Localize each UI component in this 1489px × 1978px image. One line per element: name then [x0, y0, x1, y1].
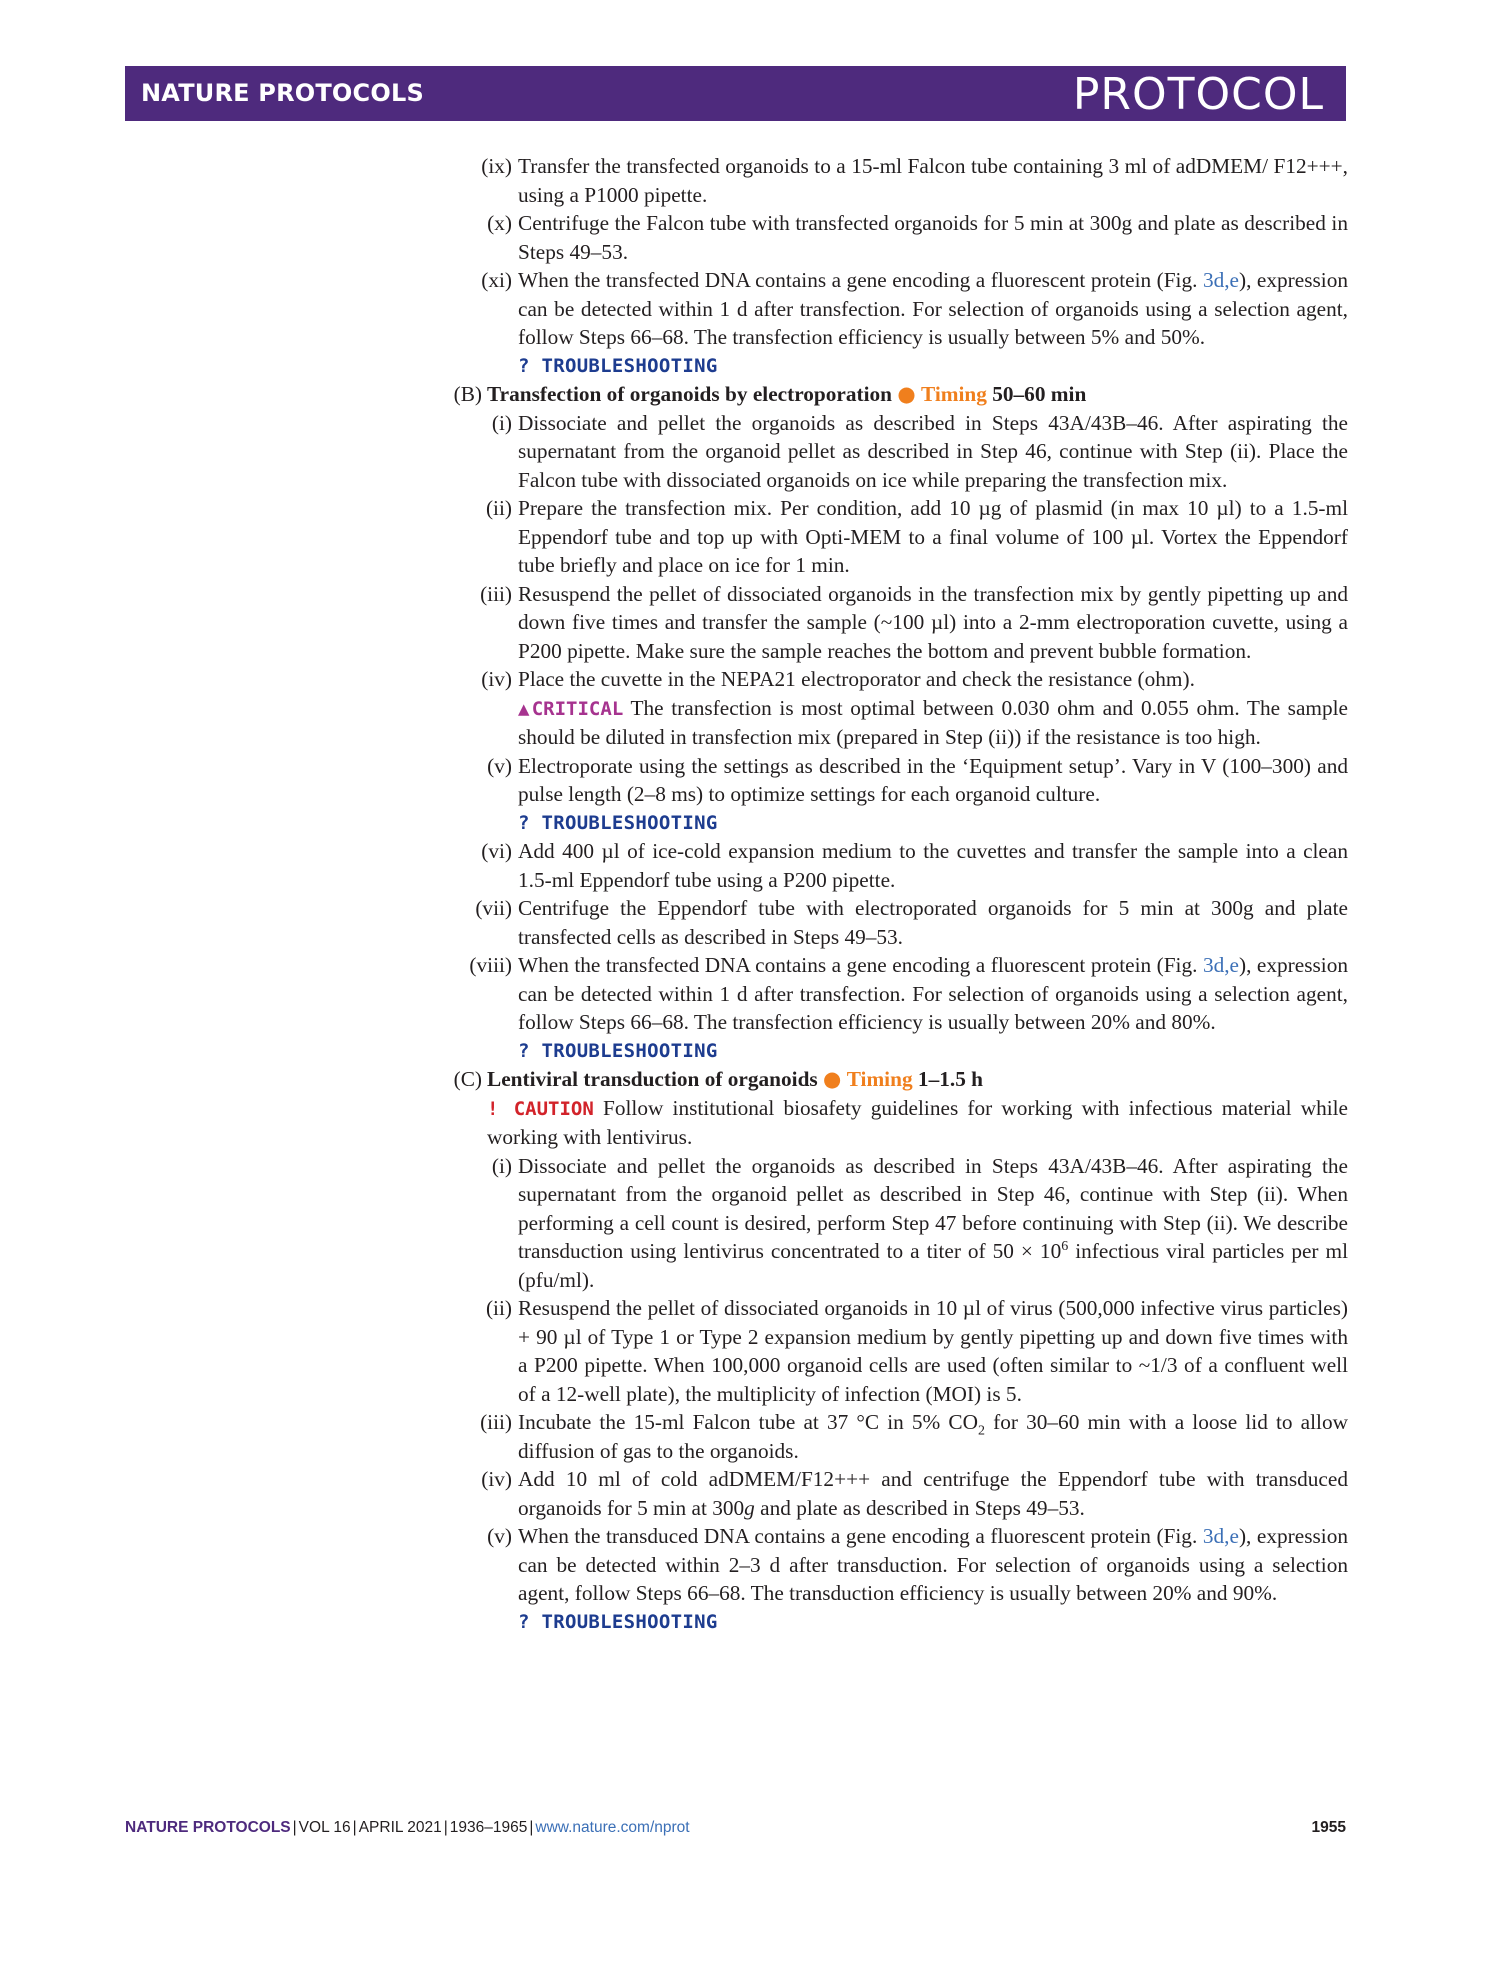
- figure-link[interactable]: 3d,e: [1202, 1524, 1239, 1548]
- caution-note: [430, 1094, 1348, 1152]
- step-number: (x): [487, 211, 512, 235]
- section-number: (B): [453, 382, 482, 406]
- superscript: 6: [1061, 1238, 1069, 1254]
- step-text-pre: Incubate the 15-ml Falcon tube at 37 °C in 5% CO: [518, 1410, 979, 1434]
- section-number: (C): [453, 1067, 482, 1091]
- step-number: (vii): [475, 896, 512, 920]
- step-number: (ii): [485, 496, 512, 520]
- caution-label: ! CAUTION: [487, 1097, 594, 1120]
- step-number: (iii): [480, 581, 512, 606]
- step-b-i: [430, 409, 1348, 495]
- footer-separator: |: [443, 1819, 448, 1836]
- footer-volume: VOL 16: [298, 1819, 351, 1836]
- step-b-iii: [430, 580, 1348, 666]
- timing-dot-icon: ●: [823, 1067, 842, 1091]
- journal-header-bar: [125, 66, 1346, 121]
- step-text: Place the cuvette in the NEPA21 electroporator and check the resistance (ohm).: [518, 667, 1195, 691]
- footer-separator: |: [529, 1819, 534, 1836]
- step-text: Centrifuge the Eppendorf tube with electroporated organoids for 5 min at 300g and plate transfected cells as described in Steps 49–53.: [518, 896, 1348, 949]
- step-text-post: ), expression can be detected within 2–3 d after transduction. For selection of organoids using a selection agent, follow Steps 66–68. The transduction efficiency is usually between 20% and 90%.: [518, 1524, 1349, 1605]
- italic-unit: g: [744, 1495, 755, 1520]
- figure-link[interactable]: 3d,e: [1202, 268, 1240, 292]
- step-b-vii: [430, 894, 1348, 951]
- step-b-viii: [430, 951, 1348, 1037]
- section-title: Lentiviral transduction of organoids: [487, 1067, 818, 1091]
- critical-note: [430, 694, 1348, 752]
- caution-text: Follow institutional biosafety guidelines for working with infectious material while working with lentivirus.: [487, 1095, 1349, 1149]
- footer-journal: NATURE PROTOCOLS: [125, 1819, 291, 1836]
- step-number: (i): [491, 1153, 512, 1178]
- step-text: Add 400 µl of ice-cold expansion medium to the cuvettes and transfer the sample into a clean 1.5-ml Eppendorf tube using a P200 pipette.: [518, 839, 1348, 892]
- troubleshooting-marker: ? TROUBLESHOOTING: [518, 811, 718, 834]
- article-type: PROTOCOL: [1072, 69, 1324, 120]
- step-c-v: [430, 1522, 1348, 1608]
- footer-separator: |: [352, 1819, 357, 1836]
- section-b-heading: [430, 380, 1348, 409]
- step-number: (ix): [481, 154, 512, 178]
- step-number: (viii): [469, 953, 512, 977]
- subscript: 2: [978, 1423, 986, 1439]
- timing-dot-icon: ●: [897, 382, 916, 406]
- critical-text: The transfection is most optimal between 0.030 ohm and 0.055 ohm. The sample should be diluted in transfection mix (prepared in Step (ii)) if the resistance is too high.: [518, 695, 1348, 749]
- troubleshooting-marker: ? TROUBLESHOOTING: [518, 354, 718, 377]
- step-number: (v): [487, 1524, 512, 1548]
- step-text: Dissociate and pellet the organoids as described in Steps 43A/43B–46. After aspirating the supernatant from the organoid pellet as described in Step 46, continue with Step (ii). Place the Falcon tube with dissociated organoids on ice while preparing the transfection mix.: [518, 410, 1348, 492]
- step-text-post: infectious viral particles per ml (pfu/ml).: [518, 1239, 1348, 1292]
- step-text-post: ), expression can be detected within 1 d after transfection. For selection of organoids using a selection agent, follow Steps 66–68. The transfection efficiency is usually between 5% and 50%.: [518, 268, 1348, 349]
- step-text-post: and plate as described in Steps 49–53.: [754, 1495, 1085, 1520]
- step-text: Resuspend the pellet of dissociated organoids in 10 µl of virus (500,000 infective virus particles) + 90 µl of Type 1 or Type 2 expansion medium by gently pipetting up and down five times with a P200 pipette. When 100,000 organoid cells are used (often similar to ~1/3 of a confluent well of a 12-well plate), the multiplicity of infection (MOI) is 5.: [518, 1296, 1348, 1406]
- step-a-ix: [430, 152, 1348, 209]
- step-c-ii: [430, 1294, 1348, 1408]
- step-number: (vi): [481, 839, 512, 863]
- footer-separator: |: [292, 1819, 297, 1836]
- journal-name: NATURE PROTOCOLS: [141, 79, 424, 107]
- step-number: (iv): [481, 667, 512, 691]
- step-number: (iii): [480, 1410, 512, 1434]
- step-text: Transfer the transfected organoids to a 15-ml Falcon tube containing 3 ml of adDMEM/ F12+++, using a P1000 pipette.: [518, 154, 1348, 207]
- step-b-ii: [430, 494, 1348, 580]
- step-text-pre: Add 10 ml of cold adDMEM/F12+++ and centrifuge the Eppendorf tube with transduced organoids for 5 min at 300: [518, 1467, 1348, 1520]
- step-text-post: ), expression can be detected within 1 d after transfection. For selection of organoids using a selection agent, follow Steps 66–68. The transfection efficiency is usually between 20% and 80%.: [518, 953, 1348, 1034]
- page-footer: [125, 1819, 1346, 1837]
- step-text-post: for 30–60 min with a loose lid to allow diffusion of gas to the organoids.: [518, 1410, 1348, 1463]
- step-a-xi: [430, 266, 1348, 352]
- step-a-x: [430, 209, 1348, 266]
- step-c-i: [430, 1152, 1348, 1295]
- step-c-iii: [430, 1408, 1348, 1465]
- step-text-pre: Dissociate and pellet the organoids as described in Steps 43A/43B–46. After aspirating the supernatant from the organoid pellet as described in Step 46, continue with Step (ii). When performing a cell count is desired, perform Step 47 before continuing with Step (ii). We describe transduction using lentivirus concentrated to a titer of 50 × 10: [518, 1153, 1348, 1263]
- step-c-iv: [430, 1465, 1348, 1522]
- step-text-pre: When the transduced DNA contains a gene encoding a fluorescent protein (Fig.: [518, 1524, 1203, 1548]
- critical-label: ▲CRITICAL: [518, 697, 624, 720]
- page-number: 1955: [1311, 1819, 1346, 1836]
- footer-pages: 1936–1965: [449, 1819, 528, 1836]
- step-number: (ii): [485, 1296, 512, 1320]
- timing-label: Timing: [921, 382, 987, 406]
- step-text: Electroporate using the settings as described in the ‘Equipment setup’. Vary in V (100–300) and pulse length (2–8 ms) to optimize settings for each organoid culture.: [518, 753, 1348, 806]
- step-text-pre: When the transfected DNA contains a gene encoding a fluorescent protein (Fig.: [518, 953, 1203, 977]
- section-title: Transfection of organoids by electroporation: [487, 382, 893, 406]
- step-b-iv: [430, 665, 1348, 694]
- step-b-vi: [430, 837, 1348, 894]
- timing-label: Timing: [846, 1067, 913, 1091]
- step-number: (iv): [481, 1467, 512, 1491]
- footer-url-link[interactable]: www.nature.com/nprot: [535, 1819, 690, 1836]
- footer-date: APRIL 2021: [358, 1819, 442, 1836]
- step-b-v: [430, 752, 1348, 809]
- step-text: Resuspend the pellet of dissociated organoids in the transfection mix by gently pipetting up and down five times and transfer the sample (~100 µl) into a 2-mm electroporation cuvette, using a P200 pipette. Make sure the sample reaches the bottom and prevent bubble formation.: [518, 581, 1348, 663]
- step-number: (xi): [481, 268, 512, 292]
- troubleshooting-marker: ? TROUBLESHOOTING: [518, 1610, 718, 1633]
- step-text: Prepare the transfection mix. Per condition, add 10 µg of plasmid (in max 10 µl) to a 1.5-ml Eppendorf tube and top up with Opti-MEM to a final volume of 100 µl. Vortex the Eppendorf tube briefly and place on ice for 1 min.: [518, 496, 1348, 577]
- step-text-pre: When the transfected DNA contains a gene encoding a fluorescent protein (Fig.: [518, 268, 1203, 292]
- procedure-body: [430, 152, 1348, 1636]
- troubleshooting-marker: ? TROUBLESHOOTING: [518, 1039, 718, 1062]
- step-number: (i): [491, 410, 512, 435]
- timing-value: 1–1.5 h: [917, 1067, 984, 1091]
- step-text: Centrifuge the Falcon tube with transfected organoids for 5 min at 300g and plate as described in Steps 49–53.: [518, 211, 1348, 264]
- figure-link[interactable]: 3d,e: [1202, 953, 1240, 977]
- section-c-heading: [430, 1065, 1348, 1094]
- step-number: (v): [487, 753, 512, 778]
- timing-value: 50–60 min: [992, 382, 1087, 406]
